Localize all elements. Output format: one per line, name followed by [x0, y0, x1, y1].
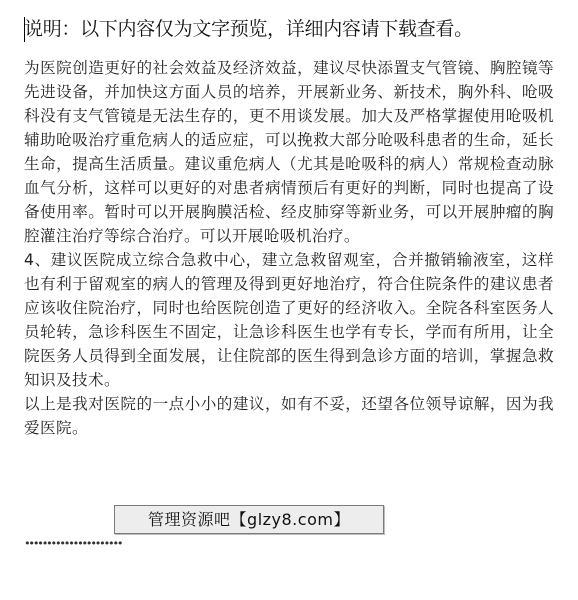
- watermark-banner: 管理资源吧【glzy8.com】: [114, 505, 384, 534]
- paragraph-closing: 以上是我对医院的一点小小的建议，如有不妥，还望各位领导谅解，因为我爱医院。: [24, 395, 554, 437]
- truncation-dots: ••••••••••••••••••••••: [24, 537, 122, 550]
- paragraph-equipment: 为医院创造更好的社会效益及经济效益，建议尽快添置支气管镜、胸腔镜等先进设备，并加快这方面人员的培养，开展新业务、新技术，胸外科、呛吸科没有支气管镜是无法生存的，更不用谈发展。加大及严格掌握使用呛吸机辅助呛吸治疗重危病人的适应症，可以挽救大部分呛吸科患者的生命，延长生命，提高生活质量。建议重危病人（尤其是呛吸科的病人）常规检查动脉血气分析，这样可以更好的对患者病情预后有更好的判断，同时也提高了设备使用率。暂时可以开展胸膜活检、经皮肺穿等新业务，可以开展肿瘤的胸腔灌注治疗等综合治疗。可以开展呛吸机治疗。: [24, 59, 554, 245]
- preview-notice: 说明：以下内容仅为文字预览，详细内容请下载查看。: [24, 18, 473, 40]
- document-body: [24, 56, 554, 440]
- paragraph-emergency-center: 4、建议医院成立综合急救中心，建立急救留观室，合并撤销输液室，这样也有利于留观室的病人的管理及得到更好地治疗，符合住院条件的建议患者应该收住院治疗，同时也给医院创造了更好的经济收入。全院各科室医务人员轮转，急诊科医生不固定，让急诊科医生也学有专长，学而有所用，让全院医务人员得到全面发展，让住院部的医生得到急诊方面的培训，掌握急救知识及技术。: [24, 251, 554, 389]
